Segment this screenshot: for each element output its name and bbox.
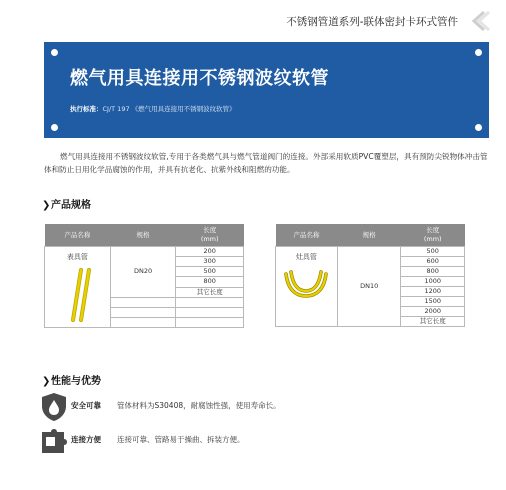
length-cell: 1000	[401, 277, 465, 287]
product-cell	[45, 247, 111, 328]
product-name: 表具管	[66, 253, 88, 261]
shield-drop-icon	[40, 392, 68, 422]
empty-cell	[110, 317, 176, 327]
features-section-title: 性能与优势	[51, 376, 101, 387]
col-header-size: 规格	[337, 224, 401, 247]
feature-text: 管体材料为S30408，耐腐蚀性强，使用寿命长。	[117, 401, 281, 410]
spec-section-heading	[42, 196, 91, 211]
features-section-heading	[42, 372, 101, 387]
standard-value: CJ/T 197 《燃气用具连接用不锈钢波纹软管》	[102, 105, 236, 113]
empty-cell	[176, 317, 244, 327]
col-header-product: 产品名称	[276, 224, 338, 247]
product-banner	[44, 42, 489, 138]
spec-table-stove-hose	[275, 224, 465, 327]
meter-hose-image	[62, 266, 92, 324]
standard-line	[70, 104, 236, 113]
length-cell: 500	[176, 267, 244, 277]
standard-label: 执行标准：	[70, 105, 103, 113]
length-cell: 1200	[401, 287, 465, 297]
size-cell: DN10	[337, 247, 401, 327]
chevron-left-icon	[466, 8, 492, 34]
length-cell: 300	[176, 257, 244, 267]
feature-label: 连接方便	[71, 435, 101, 444]
length-cell: 1500	[401, 297, 465, 307]
puzzle-icon	[40, 426, 68, 456]
col-header-product: 产品名称	[45, 224, 111, 247]
col-header-size: 规格	[110, 224, 176, 247]
spec-table-meter-hose	[44, 224, 244, 328]
product-name: 灶具管	[295, 253, 317, 261]
spec-section-title: 产品规格	[51, 200, 91, 211]
length-cell: 600	[401, 257, 465, 267]
rivet-dot	[475, 124, 482, 131]
rivet-dot	[475, 49, 482, 56]
empty-cell	[176, 307, 244, 317]
empty-cell	[176, 297, 244, 307]
rivet-dot	[51, 124, 58, 131]
product-cell	[276, 247, 338, 327]
stove-hose-image	[282, 266, 330, 302]
length-cell: 800	[401, 267, 465, 277]
size-cell: DN20	[110, 247, 176, 298]
empty-cell	[110, 307, 176, 317]
length-cell: 其它长度	[401, 317, 465, 327]
feature-label: 安全可靠	[71, 401, 101, 410]
chevron-right-icon: ❯	[42, 200, 51, 211]
empty-cell	[110, 297, 176, 307]
length-cell: 2000	[401, 307, 465, 317]
product-title: 燃气用具连接用不锈钢波纹软管	[70, 68, 329, 89]
intro-paragraph: 燃气用具连接用不锈钢波纹软管,专用于各类燃气具与燃气管道阀门的连接。外部采用软质PVC覆塑层，具有预防尖锐物体冲击管体和防止日用化学品腐蚀的作用，并具有抗老化、抗紫外线和阻燃的功能。	[44, 152, 488, 174]
chevron-right-icon: ❯	[42, 376, 51, 387]
col-header-length: 长度 (mm)	[401, 224, 465, 247]
length-cell: 800	[176, 277, 244, 287]
catalog-series-title: 不锈钢管道系列-联体密封卡环式管件	[286, 16, 458, 28]
length-cell: 200	[176, 247, 244, 257]
col-header-length: 长度 (mm)	[176, 224, 244, 247]
length-cell: 500	[401, 247, 465, 257]
rivet-dot	[51, 49, 58, 56]
feature-text: 连接可靠、管路易于操曲、拆装方便。	[117, 435, 245, 444]
length-cell: 其它长度	[176, 287, 244, 297]
